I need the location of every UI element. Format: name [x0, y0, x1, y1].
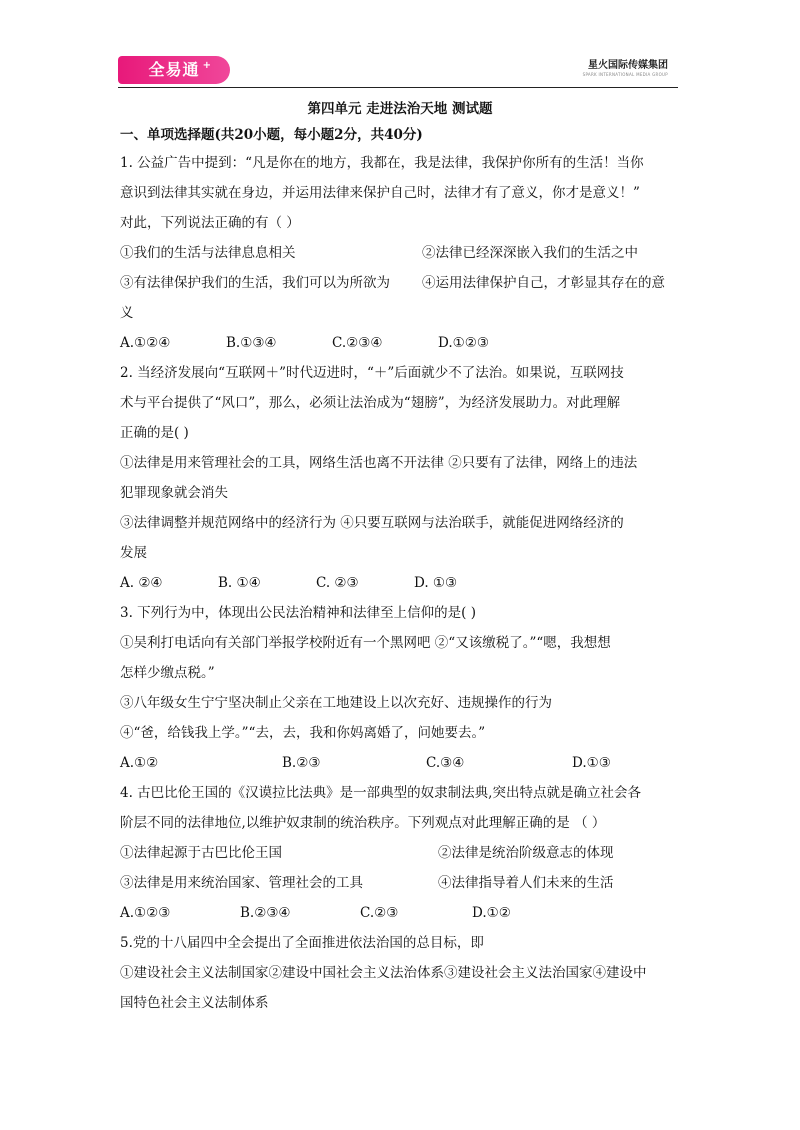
q1-choice-b: B.①③④ [226, 335, 277, 351]
q1-statement-4: ④运用法律保护自己，才彰显其存在的意 [422, 275, 665, 291]
q2-choice-c: C. ②③ [316, 575, 359, 591]
q1-statement-2: ②法律已经深深嵌入我们的生活之中 [422, 245, 638, 261]
q3-choice-c: C.③④ [426, 755, 465, 771]
q3-statement-3: ③八年级女生宁宁坚决制止父亲在工地建设上以次充好、违规操作的行为 [120, 695, 552, 711]
logo [118, 56, 230, 84]
q4-statement-2: ②法律是统治阶级意志的体现 [438, 845, 614, 861]
question-5-line-2: ①建设社会主义法制国家②建设中国社会主义法治体系③建设社会主义法治国家④建设中 [120, 965, 647, 981]
question-2-line-1: 2. 当经济发展向“互联网＋”时代迈进时，“＋”后面就少不了法治。如果说，互联网技 [120, 365, 624, 381]
question-1-line-2: 意识到法律其实就在身边，并运用法律来保护自己时，法律才有了意义，你才是意义！” [120, 185, 640, 201]
question-1-line-1: 1. 公益广告中提到：“凡是你在的地方，我都在，我是法律，我保护你所有的生活！当你 [120, 155, 644, 171]
q3-statement-1-2: ①吴利打电话向有关部门举报学校附近有一个黑网吧 ②“又该缴税了。”“嗯，我想想 [120, 635, 611, 651]
brand [583, 60, 668, 78]
question-4-statements-row-1 [120, 838, 680, 868]
q2-statement-4-continued: 发展 [120, 545, 147, 561]
brand-name: 星火国际传媒集团 [588, 60, 668, 71]
question-4-line-2: 阶层不同的法律地位,以维护奴隶制的统治秩序。下列观点对此理解正确的是 （ ） [120, 815, 606, 831]
q1-statement-1: ①我们的生活与法律息息相关 [120, 245, 296, 261]
q4-statement-4: ④法律指导着人们未来的生活 [438, 875, 614, 891]
q4-choice-b: B.②③④ [240, 905, 291, 921]
q3-choice-a: A.①② [120, 755, 159, 771]
question-3-choices [120, 748, 680, 778]
q4-choice-a: A.①②③ [120, 905, 171, 921]
q4-choice-d: D.①② [472, 905, 511, 921]
question-2-line-3: 正确的是( ) [120, 425, 189, 441]
q3-choice-d: D.①③ [572, 755, 611, 771]
question-1-choices [120, 328, 680, 358]
question-4-statements-row-2 [120, 868, 680, 898]
q1-choice-a: A.①②④ [120, 335, 171, 351]
q1-statement-3: ③有法律保护我们的生活，我们可以为所欲为 [120, 275, 390, 291]
q2-statement-1-2: ①法律是用来管理社会的工具，网络生活也离不开法律 ②只要有了法律，网络上的违法 [120, 455, 638, 471]
section-heading: 一、单项选择题(共20小题，每小题2分，共40分) [120, 127, 423, 143]
q2-statement-3-4: ③法律调整并规范网络中的经济行为 ④只要互联网与法治联手，就能促进网络经济的 [120, 515, 624, 531]
q3-statement-4: ④“爸，给钱我上学。”“去，去，我和你妈离婚了，问她要去。” [120, 725, 486, 741]
q1-choice-c: C.②③④ [332, 335, 383, 351]
question-1-statements-row-1 [120, 238, 680, 268]
question-1-statements-row-2 [120, 268, 680, 298]
logo-text: 全易通 [148, 60, 200, 79]
q3-choice-b: B.②③ [282, 755, 321, 771]
q1-choice-d: D.①②③ [438, 335, 489, 351]
q4-statement-3: ③法律是用来统治国家、管理社会的工具 [120, 875, 363, 891]
question-5-line-1: 5.党的十八届四中全会提出了全面推进依法治国的总目标，即 [120, 935, 484, 951]
q1-statement-4-continued: 义 [120, 305, 134, 321]
logo-plus-icon: + [202, 60, 212, 71]
q2-statement-2-continued: 犯罪现象就会消失 [120, 485, 228, 501]
brand-subtitle: SPARK INTERNATIONAL MEDIA GROUP [582, 72, 668, 77]
question-2-line-2: 术与平台提供了“风口”，那么，必须让法治成为“翅膀”，为经济发展助力。对此理解 [120, 395, 621, 411]
question-4-line-1: 4. 古巴比伦王国的《汉谟拉比法典》是一部典型的奴隶制法典,突出特点就是确立社会各 [120, 785, 641, 801]
page-title: 第四单元 走进法治天地 测试题 [307, 101, 493, 117]
q4-statement-1: ①法律起源于古巴比伦王国 [120, 845, 282, 861]
q2-choice-a: A. ②④ [120, 575, 163, 591]
q2-choice-d: D. ①③ [414, 575, 458, 591]
question-1-line-3: 对此，下列说法正确的有（ ） [120, 215, 300, 231]
question-5-line-3: 国特色社会主义法制体系 [120, 995, 269, 1011]
q3-statement-2-continued: 怎样少缴点税。” [120, 665, 215, 681]
q4-choice-c: C.②③ [360, 905, 399, 921]
q2-choice-b: B. ①④ [218, 575, 261, 591]
question-3-line-1: 3. 下列行为中，体现出公民法治精神和法律至上信仰的是( ) [120, 605, 476, 621]
question-2-choices [120, 568, 680, 598]
header-divider [118, 87, 678, 88]
document-body [120, 96, 680, 1018]
question-4-choices [120, 898, 680, 928]
page-header [118, 56, 678, 90]
